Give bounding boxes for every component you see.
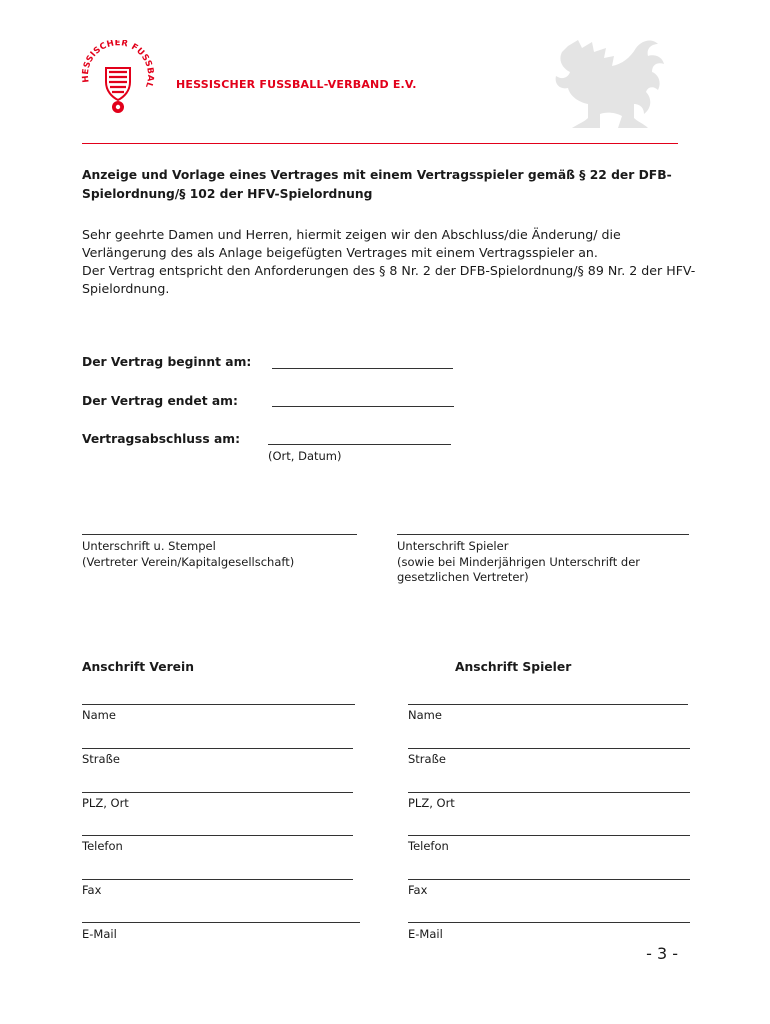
contract-end-label: Der Vertrag endet am:: [82, 394, 238, 408]
player-street-label: Straße: [408, 752, 446, 766]
club-fax-label: Fax: [82, 883, 102, 897]
club-signature-caption: [82, 539, 294, 570]
intro-paragraph-1: Sehr geehrte Damen und Herren, hiermit zeigen wir den Abschluss/die Änderung/ die Verlängerung des als Anlage beigefügten Vertrages mit einem Vertragsspieler an.: [82, 227, 621, 260]
club-city-field[interactable]: [82, 792, 353, 793]
hfv-logo: [78, 40, 158, 120]
club-phone-label: Telefon: [82, 839, 123, 853]
contract-signed-hint: (Ort, Datum): [268, 449, 342, 463]
player-signature-line-2: (sowie bei Minderjährigen Unterschrift der: [397, 554, 641, 569]
player-signature-line-1: Unterschrift Spieler: [397, 539, 509, 553]
player-phone-label: Telefon: [408, 839, 449, 853]
player-email-label: E-Mail: [408, 927, 443, 941]
club-city-label: PLZ, Ort: [82, 796, 129, 810]
club-email-field[interactable]: [82, 922, 360, 923]
player-name-field[interactable]: [408, 704, 688, 705]
contract-signed-field[interactable]: [268, 444, 451, 445]
club-fax-field[interactable]: [82, 879, 353, 880]
player-name-label: Name: [408, 708, 442, 722]
player-fax-label: Fax: [408, 883, 428, 897]
association-name: HESSISCHER FUSSBALL-VERBAND E.V.: [176, 78, 417, 91]
player-city-label: PLZ, Ort: [408, 796, 455, 810]
club-street-label: Straße: [82, 752, 120, 766]
player-email-field[interactable]: [408, 922, 690, 923]
document-title: Anzeige und Vorlage eines Vertrages mit einem Vertragsspieler gemäß § 22 der DFB-Spielordnung/§ 102 der HFV-Spielordnung: [82, 168, 672, 201]
lion-icon: [548, 34, 674, 132]
club-street-field[interactable]: [82, 748, 353, 749]
contract-end-field[interactable]: [272, 406, 454, 407]
player-fax-field[interactable]: [408, 879, 690, 880]
player-street-field[interactable]: [408, 748, 690, 749]
club-name-field[interactable]: [82, 704, 355, 705]
club-phone-field[interactable]: [82, 835, 353, 836]
player-city-field[interactable]: [408, 792, 690, 793]
contract-start-label: Der Vertrag beginnt am:: [82, 355, 252, 369]
player-phone-field[interactable]: [408, 835, 690, 836]
player-signature-line-3: gesetzlichen Vertreter): [397, 570, 529, 584]
player-address-heading: Anschrift Spieler: [455, 660, 572, 674]
club-address-heading: Anschrift Verein: [82, 660, 194, 674]
contract-signed-label: Vertragsabschluss am:: [82, 432, 240, 446]
club-signature-field[interactable]: [82, 534, 357, 535]
club-email-label: E-Mail: [82, 927, 117, 941]
player-signature-field[interactable]: [397, 534, 689, 535]
club-signature-line-1: Unterschrift u. Stempel: [82, 539, 216, 553]
contract-start-field[interactable]: [272, 368, 453, 369]
logo-ring-text: HESSISCHER FUSSBAL: [80, 40, 156, 90]
intro-paragraph-2: Der Vertrag entspricht den Anforderungen des § 8 Nr. 2 der DFB-Spielordnung/§ 89 Nr. 2 der HFV-Spielordnung.: [82, 263, 696, 296]
header-rule: [82, 143, 678, 144]
club-signature-line-2: (Vertreter Verein/Kapitalgesellschaft): [82, 554, 295, 569]
intro-text: [82, 226, 702, 298]
page-number: - 3 -: [646, 944, 678, 963]
club-name-label: Name: [82, 708, 116, 722]
player-signature-caption: [397, 539, 640, 586]
